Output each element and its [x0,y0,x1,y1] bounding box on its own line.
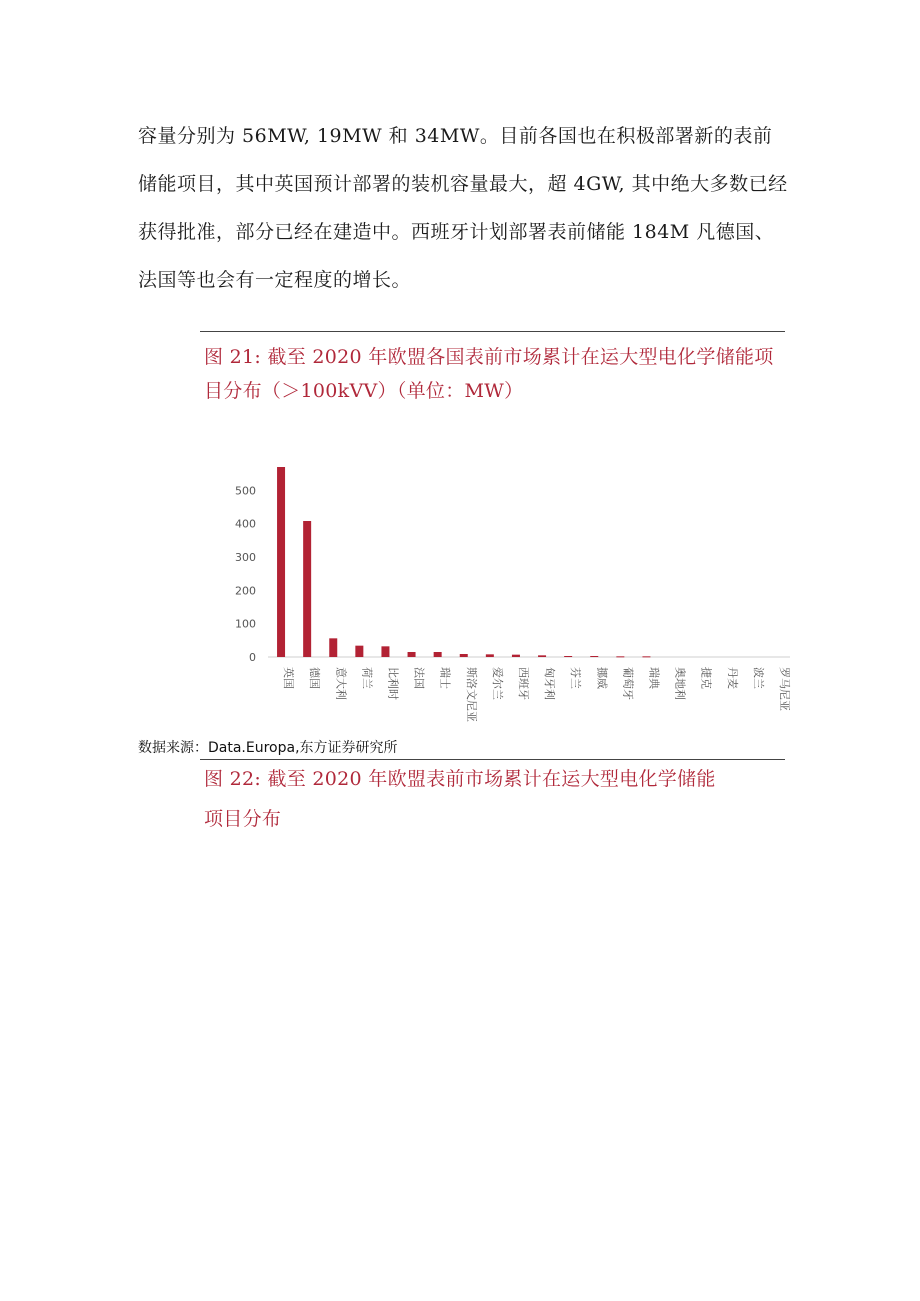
bar [434,652,442,657]
figure22-caption-line1: 图 22: 截至 2020 年欧盟表前市场累计在运大型电化学储能 [204,768,716,790]
y-tick-label: 0 [249,651,256,664]
x-tick-label: 爱尔兰 [490,667,504,700]
figure22-caption [204,762,789,836]
bar [564,656,572,657]
x-tick-label: 芬兰 [569,667,583,689]
bar [616,656,624,657]
x-tick-label: 瑞士 [438,667,452,689]
figure21-caption-line1: 图 21: 截至 2020 年欧盟各国表前市场累计在运大型电化学储能项 [204,346,774,368]
x-tick-label: 比利时 [386,667,400,700]
bar [408,652,416,657]
source-note: 数据来源：Data.Europa,东方证券研究所 [138,740,398,756]
figure21-caption [204,340,789,408]
x-tick-label: 斯洛文尼亚 [464,667,478,722]
bar [355,646,363,657]
x-tick-label: 意大利 [334,667,348,700]
y-tick-label: 200 [235,584,256,598]
x-tick-label: 荷兰 [360,667,374,689]
bar [512,655,520,657]
x-tick-label: 波兰 [751,667,765,689]
x-tick-label: 法国 [412,667,426,689]
x-tick-label: 匈牙利 [543,667,557,700]
figure21-caption-line2: 目分布（＞100kVV）（单位：MW） [204,380,524,402]
bar [642,656,650,657]
y-tick-label: 100 [235,617,256,631]
bar [486,654,494,657]
y-tick-label: 400 [235,517,256,531]
bar [381,646,389,657]
bar [329,638,337,657]
x-tick-label: 丹麦 [725,667,739,689]
bar [538,655,546,657]
x-tick-label: 挪威 [595,667,609,689]
x-tick-label: 奥地利 [673,667,687,700]
x-tick-label: 西班牙 [516,667,530,700]
bar-chart [220,455,800,735]
figure21-top-rule [200,331,785,332]
x-tick-label: 罗马尼亚 [777,667,791,711]
x-tick-label: 捷克 [699,667,713,689]
bar [460,654,468,657]
figure22-caption-line2: 项目分布 [204,808,282,830]
bar [277,467,285,657]
figure22-top-rule [200,759,785,760]
y-tick-label: 500 [235,484,256,498]
body-paragraph: 容量分别为 56MW, 19MW 和 34MW。目前各国也在积极部署新的表前储能项目，其中英国预计部署的装机容量最大，超 4GW, 其中绝大多数已经获得批准，部分已经在建造中。西班牙计划部署表前储能 184M 凡德国、法国等也会有一定程度的增长。 [138,125,788,291]
x-tick-label: 瑞典 [647,667,661,689]
bar [303,521,311,657]
x-tick-label: 英国 [282,667,296,689]
x-tick-label: 葡萄牙 [621,667,635,700]
y-tick-label: 300 [235,551,256,564]
x-tick-label: 德国 [308,667,322,689]
bar [590,656,598,657]
